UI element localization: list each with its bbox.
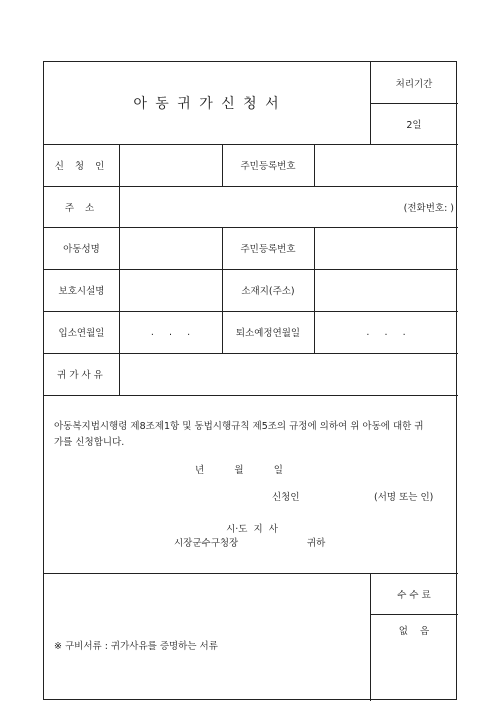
authority-line-2: 시장군수구청장 bbox=[174, 538, 239, 549]
required-documents: ※ 구비서류 : 귀가사유를 증명하는 서류 bbox=[54, 641, 218, 652]
form-title: 아 동 귀 가 신 청 서 bbox=[133, 96, 281, 112]
reason-field[interactable] bbox=[119, 353, 458, 395]
location-label: 소재지(주소) bbox=[241, 286, 295, 297]
phone-label: (전화번호: ) bbox=[403, 202, 454, 214]
facility-label: 보호시설명 bbox=[58, 286, 105, 297]
date-line[interactable]: 년 월 일 bbox=[195, 465, 283, 476]
authority-line-1: 시·도 지 사 bbox=[226, 524, 278, 535]
resident-number-field[interactable] bbox=[314, 144, 458, 186]
child-name-field[interactable] bbox=[119, 227, 222, 269]
statement-section bbox=[44, 395, 458, 573]
admission-date-label: 입소연월일 bbox=[58, 328, 105, 339]
application-form bbox=[43, 61, 457, 700]
child-resident-number-field[interactable] bbox=[314, 227, 458, 269]
processing-period-value: 2일 bbox=[406, 119, 422, 131]
applicant-field[interactable] bbox=[119, 144, 222, 186]
resident-number-label: 주민등록번호 bbox=[240, 161, 296, 172]
address-label: 주 소 bbox=[64, 202, 99, 214]
child-name-label: 아동성명 bbox=[63, 244, 100, 255]
admission-date-field[interactable]: . . . bbox=[150, 326, 191, 338]
location-field[interactable] bbox=[314, 269, 458, 311]
reason-label: 귀가사유 bbox=[57, 370, 106, 381]
signature-note: (서명 또는 인) bbox=[374, 492, 434, 503]
processing-period-label: 처리기간 bbox=[395, 78, 433, 90]
applicant-sign-label: 신청인 bbox=[272, 492, 300, 503]
child-resident-number-label: 주민등록번호 bbox=[240, 244, 296, 255]
addressee: 귀하 bbox=[307, 538, 326, 549]
fee-label: 수 수 료 bbox=[397, 589, 431, 601]
fee-value: 없 음 bbox=[398, 626, 430, 637]
facility-field[interactable] bbox=[119, 269, 222, 311]
address-field[interactable] bbox=[119, 186, 458, 227]
applicant-label: 신 청 인 bbox=[54, 161, 109, 172]
discharge-date-label: 퇴소예정연월일 bbox=[235, 328, 301, 339]
discharge-date-field[interactable]: . . . bbox=[366, 326, 406, 338]
statement-line-1: 아동복지법시행령 제8조제1항 및 동법시행규칙 제5조의 규정에 의하여 위 아동에 대한 귀 bbox=[54, 421, 424, 432]
statement-line-2: 가를 신청합니다. bbox=[54, 437, 125, 448]
